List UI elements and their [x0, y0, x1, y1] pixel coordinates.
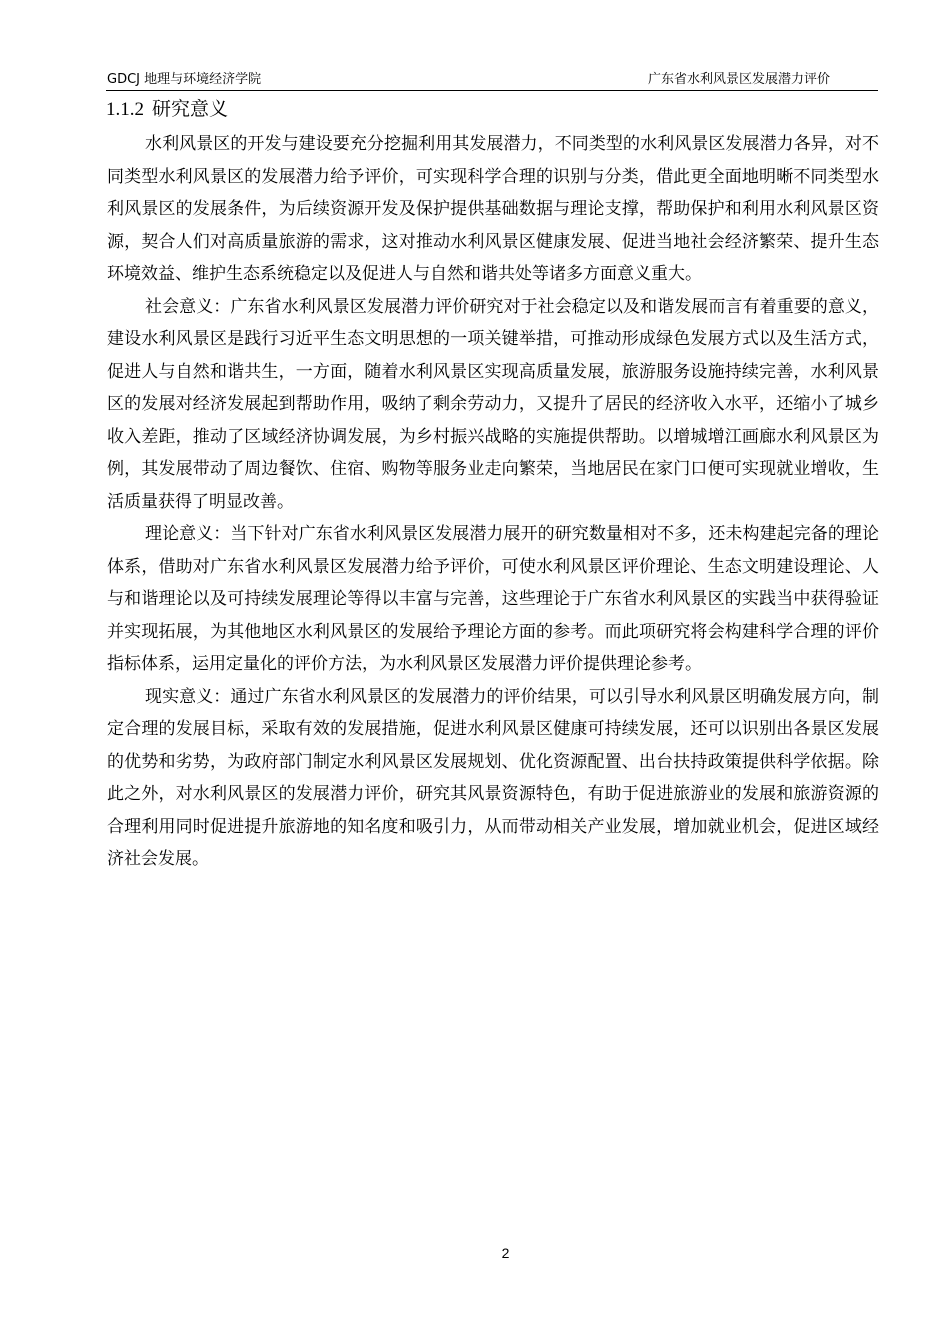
- page-header: [106, 64, 878, 91]
- section-heading: [106, 95, 228, 124]
- paragraph-practical-significance: 现实意义：通过广东省水利风景区的发展潜力的评价结果，可以引导水利风景区明确发展方向，制定合理的发展目标，采取有效的发展措施，促进水利风景区健康可持续发展，还可以识别出各景区发展的优势和劣势，为政府部门制定水利风景区发展规划、优化资源配置、出台扶持政策提供科学依据。除此之外，对水利风景区的发展潜力评价，研究其风景资源特色，有助于促进旅游业的发展和旅游资源的合理利用同时促进提升旅游地的知名度和吸引力，从而带动相关产业发展，增加就业机会，促进区域经济社会发展。: [107, 686, 879, 869]
- body-text: [107, 128, 879, 876]
- paragraph-social-significance: 社会意义：广东省水利风景区发展潜力评价研究对于社会稳定以及和谐发展而言有着重要的意义，建设水利风景区是践行习近平生态文明思想的一项关键举措，可推动形成绿色发展方式以及生活方式，促进人与自然和谐共生，一方面，随着水利风景区实现高质量发展，旅游服务设施持续完善，水利风景区的发展对经济发展起到帮助作用，吸纳了剩余劳动力，又提升了居民的经济收入水平，还缩小了城乡收入差距，推动了区域经济协调发展，为乡村振兴战略的实施提供帮助。以增城增江画廊水利风景区为例，其发展带动了周边餐饮、住宿、购物等服务业走向繁荣，当地居民在家门口便可实现就业增收，生活质量获得了明显改善。: [107, 296, 879, 512]
- header-document-title: 广东省水利风景区发展潜力评价: [647, 72, 830, 87]
- header-institution: GDCJ 地理与环境经济学院: [107, 72, 262, 87]
- page-number: 2: [501, 1245, 510, 1261]
- section-number: 1.1.2: [106, 99, 144, 120]
- paragraph-theoretical-significance: 理论意义：当下针对广东省水利风景区发展潜力展开的研究数量相对不多，还未构建起完备的理论体系，借助对广东省水利风景区发展潜力给予评价，可使水利风景区评价理论、生态文明建设理论、人与和谐理论以及可持续发展理论等得以丰富与完善，这些理论于广东省水利风景区的实践当中获得验证并实现拓展，为其他地区水利风景区的发展给予理论方面的参考。而此项研究将会构建科学合理的评价指标体系，运用定量化的评价方法，为水利风景区发展潜力评价提供理论参考。: [107, 524, 879, 674]
- paragraph-intro: 水利风景区的开发与建设要充分挖掘利用其发展潜力，不同类型的水利风景区发展潜力各异，对不同类型水利风景区的发展潜力给予评价，可实现科学合理的识别与分类，借此更全面地明晰不同类型水利风景区的发展条件，为后续资源开发及保护提供基础数据与理论支撑，帮助保护和利用水利风景区资源，契合人们对高质量旅游的需求，这对推动水利风景区健康发展、促进当地社会经济繁荣、提升生态环境效益、维护生态系统稳定以及促进人与自然和谐共处等诸多方面意义重大。: [107, 134, 879, 284]
- section-title: 研究意义: [152, 98, 229, 120]
